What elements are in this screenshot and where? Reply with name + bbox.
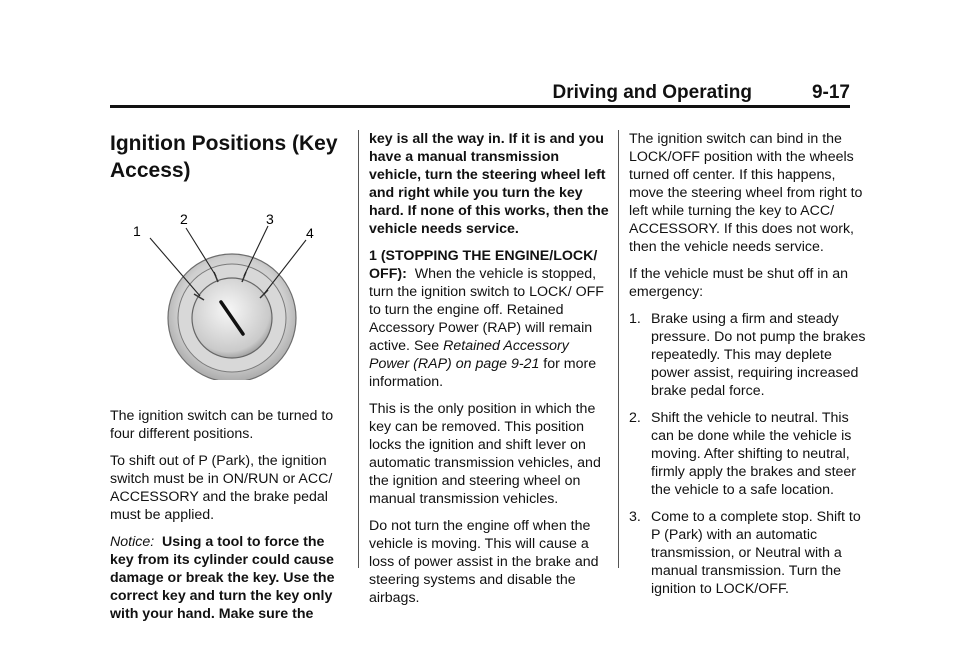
paragraph: If the vehicle must be shut off in an emergency: <box>629 266 848 300</box>
position-1-text: When the vehicle is stopped, turn the ignition switch to LOCK/ OFF to turn the engine off. Retained Accessory Power (RAP) will remain active. See <box>369 266 604 354</box>
step-number: 1. <box>629 311 641 327</box>
paragraph: The ignition switch can bind in the LOCK/OFF position with the wheels turned off center. If this happens, move the steering wheel from right to left while turning the key to ACC/ ACCESSORY. If this does not work, then the vehicle needs service. <box>629 131 863 255</box>
paragraph: Do not turn the engine off when the vehicle is moving. This will cause a loss of power assist in the brake and steering systems and disable the airbags. <box>369 518 599 606</box>
section-title: Driving and Operating <box>552 82 752 103</box>
figure-label-4: 4 <box>306 225 314 241</box>
section-heading: Ignition Positions (Key Access) <box>110 132 338 182</box>
notice-text: Using a tool to force the key from its cylinder could cause damage or break the key. Use the correct key and turn the key only with your hand. Make sure the <box>110 534 335 622</box>
notice-paragraph <box>110 533 350 623</box>
column-2 <box>369 130 609 616</box>
step-text: Brake using a firm and steady pressure. Do not pump the brakes repeatedly. This may deplete power assist, requiring increased brake pedal force. <box>651 311 866 399</box>
header-rule <box>110 105 850 108</box>
column-divider <box>618 130 619 568</box>
cross-reference-link[interactable]: Retained Accessory Power (RAP) on page 9-21 <box>369 338 569 372</box>
paragraph: To shift out of P (Park), the ignition switch must be in ON/RUN or ACC/ ACCESSORY and the brake pedal must be applied. <box>110 453 333 523</box>
step-number: 3. <box>629 509 641 525</box>
page-number: 9-17 <box>811 82 850 103</box>
list-item <box>629 310 869 400</box>
emergency-steps-list <box>629 310 869 598</box>
figure-label-1: 1 <box>133 223 141 239</box>
list-item <box>629 409 869 499</box>
figure-label-2: 2 <box>180 211 188 227</box>
page-header <box>110 82 850 104</box>
step-text: Shift the vehicle to neutral. This can be done while the vehicle is moving. After shifting to neutral, firmly apply the brakes and steer the vehicle to a safe location. <box>651 410 857 498</box>
figure-label-3: 3 <box>266 211 274 227</box>
position-1-label: 1 (STOPPING THE ENGINE/LOCK/ OFF): <box>369 248 598 282</box>
ignition-switch-figure <box>128 210 338 380</box>
list-item <box>629 508 869 598</box>
column-1 <box>110 130 350 632</box>
paragraph: The ignition switch can be turned to four different positions. <box>110 408 334 442</box>
step-text: Come to a complete stop. Shift to P (Park) with an automatic transmission, or Neutral with a manual transmission. Turn the ignition to LOCK/OFF. <box>651 509 861 597</box>
column-divider <box>358 130 359 568</box>
position-1-text-end: for more information. <box>369 356 597 390</box>
position-1-entry <box>369 247 609 391</box>
paragraph: This is the only position in which the key can be removed. This position locks the ignition and shift lever on automatic transmission vehicles, and the ignition and steering wheel on manual transmission vehicles. <box>369 401 601 507</box>
step-number: 2. <box>629 410 641 426</box>
notice-label: Notice: <box>110 534 155 550</box>
notice-continued: key is all the way in. If it is and you have a manual transmission vehicle, turn the steering wheel left and right while you turn the key hard. If none of this works, then the vehicle needs service. <box>369 131 609 237</box>
column-3 <box>629 130 869 607</box>
